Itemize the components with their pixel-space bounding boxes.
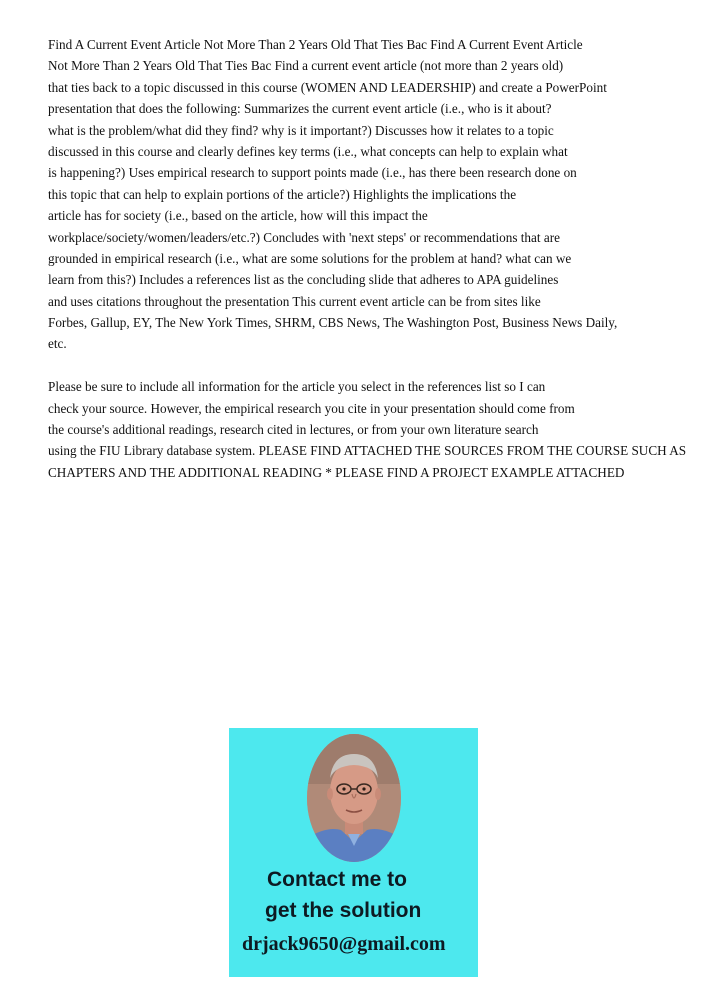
text-line: check your source. However, the empirical research you cite in your presentation should come from — [48, 400, 575, 416]
text-line: workplace/society/women/leaders/etc.?) Concludes with 'next steps' or recommendations that are — [48, 229, 560, 245]
text-line: Forbes, Gallup, EY, The New York Times, SHRM, CBS News, The Washington Post, Business News Daily, — [48, 315, 618, 331]
document-body — [48, 34, 708, 483]
text-line: discussed in this course and clearly defines key terms (i.e., what concepts can help to explain what — [48, 143, 568, 159]
portrait-photo — [307, 734, 401, 862]
text-line: CHAPTERS AND THE ADDITIONAL READING * PLEASE FIND A PROJECT EXAMPLE ATTACHED — [48, 464, 625, 480]
paragraph-2 — [48, 376, 708, 483]
text-line: using the FIU Library database system. PLEASE FIND ATTACHED THE SOURCES FROM THE COURSE SUCH AS — [48, 443, 687, 459]
contact-heading-line-1: Contact me to — [267, 868, 408, 891]
text-line: what is the problem/what did they find? why is it important?) Discusses how it relates to a topic — [48, 122, 554, 138]
text-line: that ties back to a topic discussed in this course (WOMEN AND LEADERSHIP) and create a PowerPoint — [48, 79, 607, 95]
text-line: Not More Than 2 Years Old That Ties Bac Find a current event article (not more than 2 years old) — [48, 58, 564, 74]
contact-advert[interactable] — [229, 728, 478, 977]
text-line: article has for society (i.e., based on the article, how will this impact the — [48, 208, 428, 224]
text-line: Find A Current Event Article Not More Than 2 Years Old That Ties Bac Find A Current Event Article — [48, 37, 583, 52]
contact-heading-line-2: get the solution — [265, 899, 422, 922]
text-line: etc. — [48, 336, 67, 352]
text-line: grounded in empirical research (i.e., what are some solutions for the problem at hand? what can we — [48, 250, 572, 266]
text-line: Please be sure to include all information for the article you select in the references list so I can — [48, 379, 546, 395]
text-line: is happening?) Uses empirical research to support points made (i.e., has there been research done on — [48, 165, 577, 181]
contact-email[interactable]: drjack9650@gmail.com — [242, 933, 446, 955]
text-line: and uses citations throughout the presentation This current event article can be from sites like — [48, 293, 541, 309]
paragraph-1 — [48, 34, 708, 355]
text-line: presentation that does the following: Summarizes the current event article (i.e., who is it about? — [48, 101, 552, 117]
text-line: this topic that can help to explain portions of the article?) Highlights the implications the — [48, 186, 517, 202]
paragraph-gap — [48, 355, 708, 376]
text-line: the course's additional readings, research cited in lectures, or from your own literature search — [48, 422, 539, 438]
text-line: learn from this?) Includes a references list as the concluding slide that adheres to APA guidelines — [48, 272, 559, 288]
